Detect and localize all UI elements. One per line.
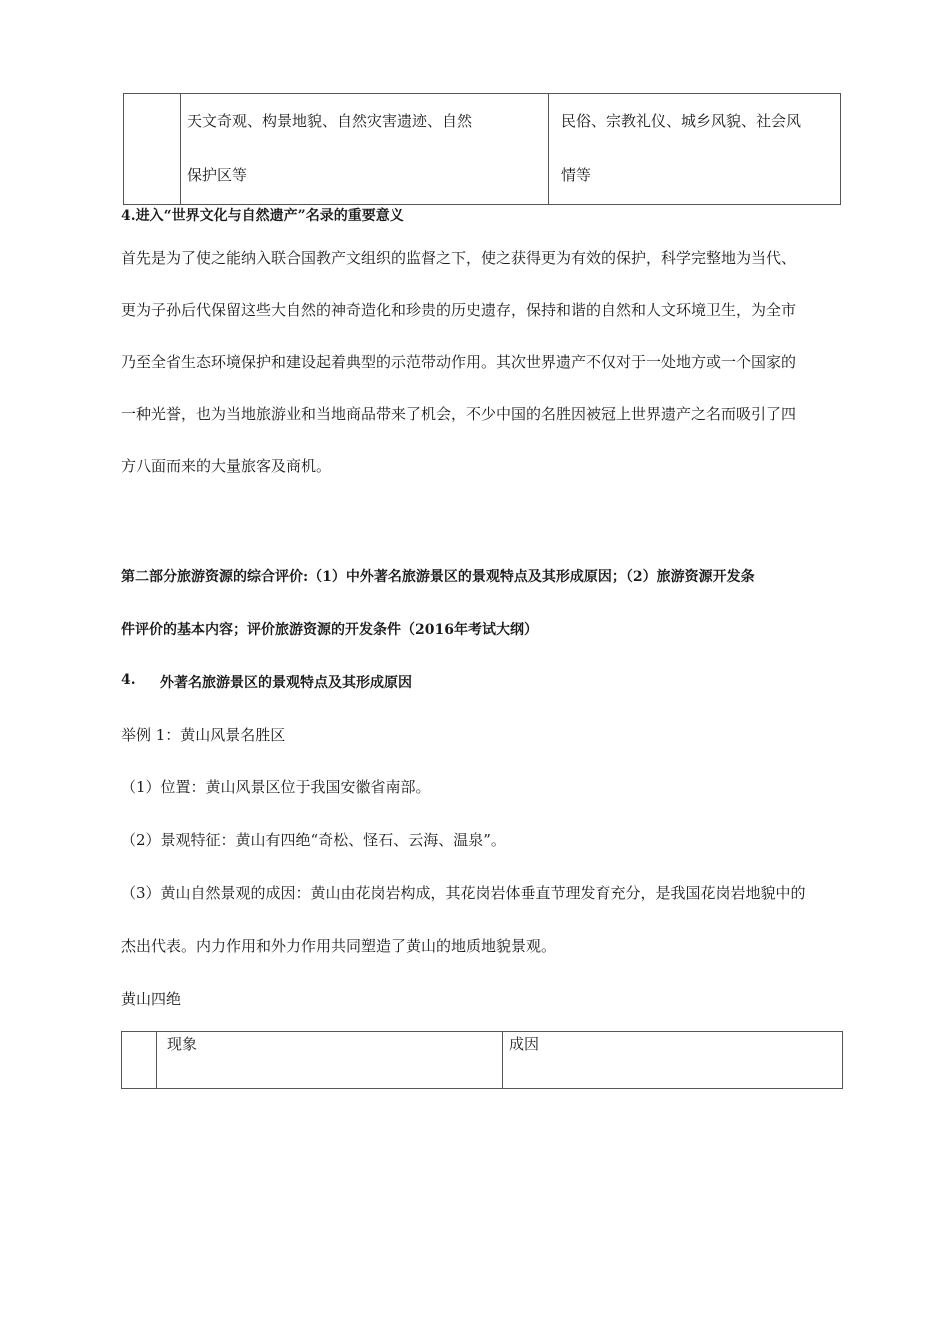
cell-line: 天文奇观、构景地貌、自然灾害遗迹、自然: [187, 112, 473, 130]
header-cause: 成因: [503, 1032, 843, 1089]
part2-heading-line1: 第二部分旅游资源的综合评价:（1）中外著名旅游景区的景观特点及其形成原因；（2）旅游资源开发条: [121, 569, 755, 585]
table-cell-cultural: [549, 94, 841, 205]
subheading-text: 外著名旅游景区的景观特点及其形成原因: [160, 675, 412, 691]
cell-line: 保护区等: [187, 166, 248, 184]
four-wonders-table: [121, 1031, 843, 1089]
cell-line: 民俗、宗教礼仪、城乡风貌、社会风: [561, 112, 802, 130]
paragraph-line: 方八面而来的大量旅客及商机。: [121, 457, 332, 475]
table-row: [122, 1032, 843, 1089]
table-cell-natural: [181, 94, 549, 205]
table-cell-empty: [122, 1032, 157, 1089]
item-cause-line1: （3）黄山自然景观的成因：黄山由花岗岩构成，其花岗岩体垂直节理发育充分，是我国花岗岩地貌中的: [121, 884, 806, 902]
item-features: （2）景观特征：黄山有四绝“奇松、怪石、云海、温泉”。: [121, 831, 506, 849]
table-cell-empty: [124, 94, 181, 205]
paragraph-line: 更为子孙后代保留这些大自然的神奇造化和珍贵的历史遗存，保持和谐的自然和人文环境卫生，为全市: [121, 301, 797, 319]
cell-line: 情等: [561, 166, 592, 184]
part2-heading-line2: 件评价的基本内容；评价旅游资源的开发条件（2016年考试大纲）: [121, 622, 538, 638]
example-title: 举例 1：黄山风景名胜区: [121, 726, 286, 744]
landscape-types-table: [123, 93, 841, 205]
section4-heading: 4.进入“世界文化与自然遗产”名录的重要意义: [121, 208, 404, 224]
paragraph-line: 乃至全省生态环境保护和建设起着典型的示范带动作用。其次世界遗产不仅对于一处地方或一个国家的: [121, 353, 797, 371]
header-phenomenon: 现象: [157, 1032, 503, 1089]
item-cause-line2: 杰出代表。内力作用和外力作用共同塑造了黄山的地质地貌景观。: [121, 937, 557, 955]
paragraph-line: 一种光誉，也为当地旅游业和当地商品带来了机会，不少中国的名胜因被冠上世界遗产之名而吸引了四: [121, 405, 797, 423]
four-wonders-title: 黄山四绝: [121, 990, 182, 1008]
table-row: [124, 94, 841, 205]
paragraph-line: 首先是为了使之能纳入联合国教产文组织的监督之下，使之获得更为有效的保护，科学完整地为当代、: [121, 249, 797, 267]
section4-paragraph: [121, 232, 843, 492]
item-location: （1）位置：黄山风景区位于我国安徽省南部。: [121, 778, 431, 796]
subheading-number: 4.: [121, 672, 136, 688]
